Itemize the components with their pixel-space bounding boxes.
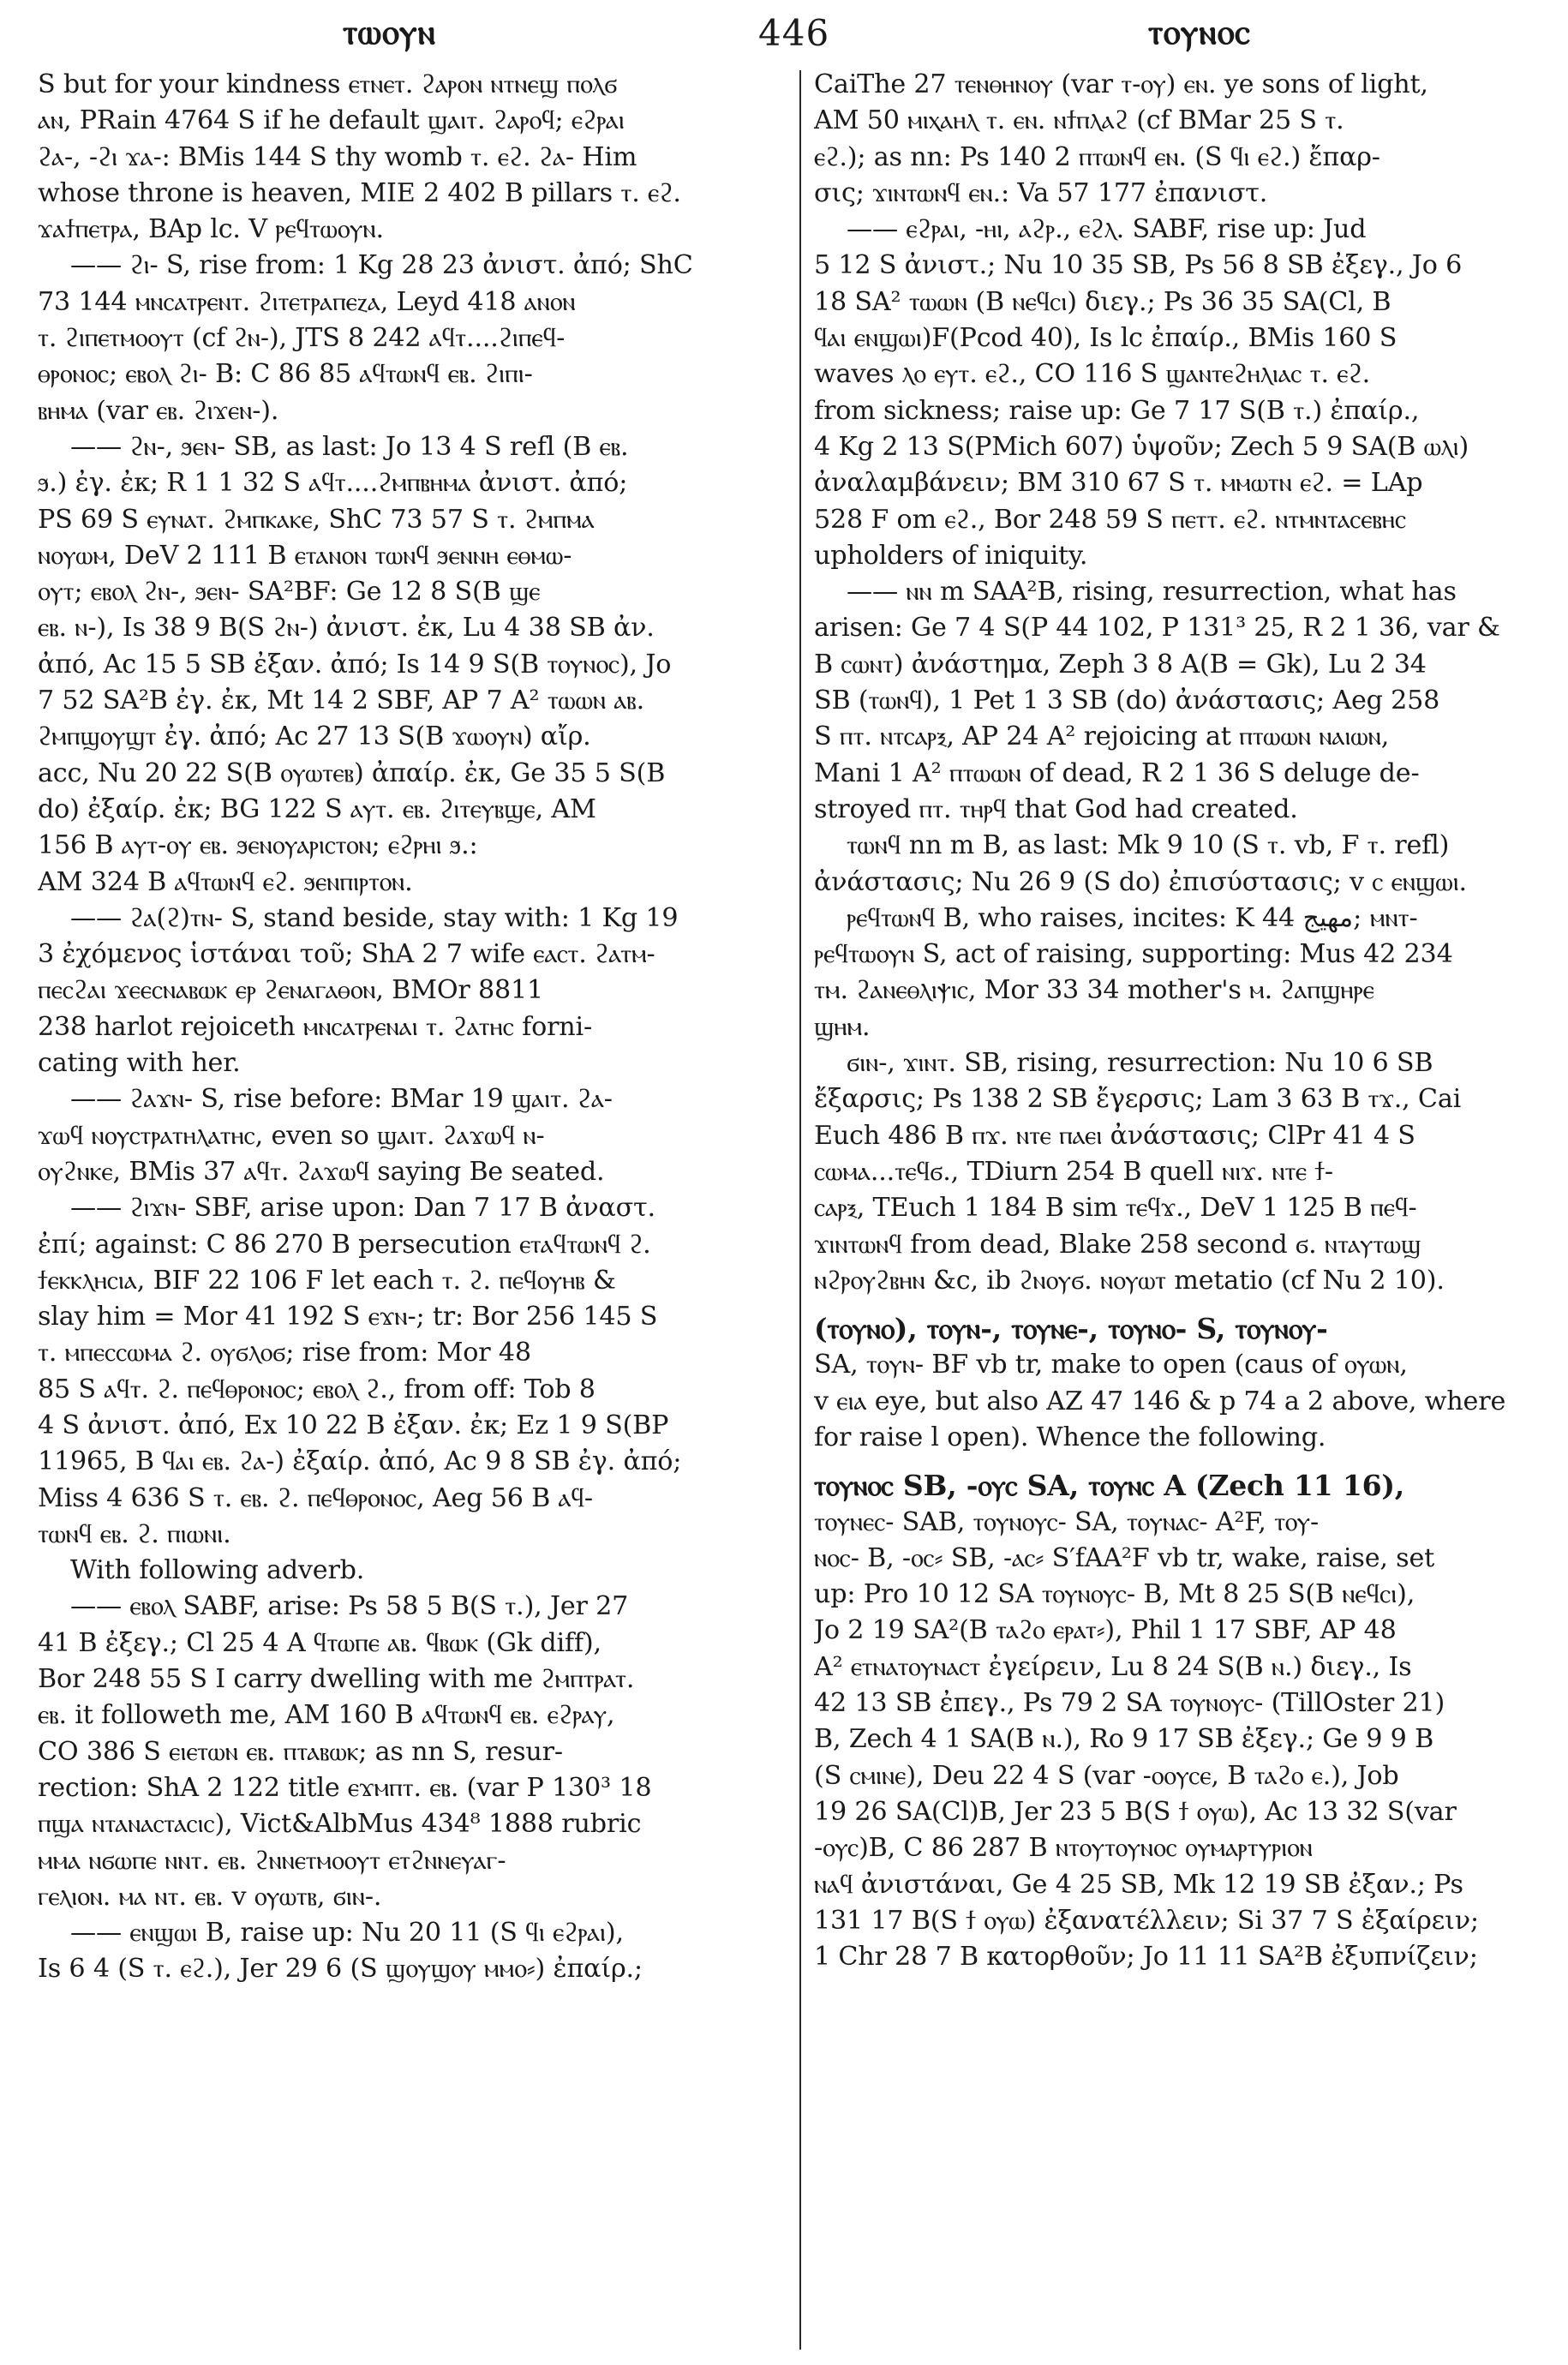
page-number: 446 xyxy=(758,12,830,54)
text-line: CaiThe 27 ⲧⲉⲛⲑⲏⲛⲟⲩ (var ⲧ-ⲟⲩ) ⲉⲛ. ye sons of light, xyxy=(814,69,1428,99)
text-line: PS 69 S ⲉⲩⲛⲁⲧ. ϩⲙⲡⲕⲁⲕⲉ, ShC 73 57 S ⲧ. ϩⲙⲡⲙⲁ xyxy=(38,504,595,535)
text-line: 131 17 B(S ϯ ⲟⲩⲱ) ἐξανατέλλειν; Si 37 7 S ἐξαίρειν; xyxy=(814,1905,1479,1936)
text-line: ⲛϩⲣⲟⲩϩⲃⲏⲛ &c, ib ϩⲛⲟⲩϭ. ⲛⲟⲩⲱⲧ metatio (cf Nu 2 10). xyxy=(814,1265,1445,1296)
text-line: ⲟⲩϩⲛⲕⲉ, BMis 37 ⲁϥⲧ. ϩⲁϫⲱϥ saying Be seated. xyxy=(38,1156,605,1187)
text-line: (ⲧⲟⲩⲛⲟ), ⲧⲟⲩⲛ-, ⲧⲟⲩⲛⲉ-, ⲧⲟⲩⲛⲟ- S, ⲧⲟⲩⲛⲟⲩ- xyxy=(814,1312,1328,1346)
text-line: ⲣⲉϥⲧⲱⲛϥ B, who raises, incites: K 44 ﻣﻬﻴﺞ; ⲙⲛⲧ- xyxy=(847,902,1418,933)
text-line: B, Zech 4 1 SA(B ⲛ.), Ro 9 17 SB ἐξεγ.; Ge 9 9 B xyxy=(814,1724,1434,1755)
header-right-headword: ⲧⲟⲩⲛⲟⲥ xyxy=(1148,12,1251,52)
text-line: SB (ⲧⲱⲛϥ), 1 Pet 1 3 SB (do) ἀνάστασις; Aeg 258 xyxy=(814,686,1440,716)
text-line: v ⲉⲓⲁ eye, but also AZ 47 146 & p 74 a 2 above, where xyxy=(814,1386,1506,1416)
text-line: ⲛⲁϥ ἀνιστάναι, Ge 4 25 SB, Mk 12 19 SB ἐξαν.; Ps xyxy=(814,1869,1463,1900)
text-line: ⲧⲙ. ϩⲁⲛⲉⲑⲗⲓⲯⲓⲥ, Mor 33 34 mother's ⲙ. ϩⲁⲡϣⲏⲣⲉ xyxy=(814,975,1374,1006)
text-line: stroyed ⲡⲧ. ⲧⲏⲣϥ that God had created. xyxy=(814,793,1298,824)
text-line: ⲧ. ϩⲓⲡⲉⲧⲙⲟⲟⲩⲧ (cf ϩⲛ-), JTS 8 242 ⲁϥⲧ....ϩⲓⲡⲉϥ- xyxy=(38,323,566,354)
text-line: 528 F om ⲉϩ., Bor 248 59 S ⲡⲉⲧⲧ. ⲉϩ. ⲛⲧⲙⲛⲧⲁⲥⲉⲃⲏⲥ xyxy=(814,504,1406,535)
text-line: ⲉⲃ. it followeth me, AM 160 B ⲁϥⲧⲱⲛϥ ⲉⲃ. ⲉϩⲣⲁⲩ, xyxy=(38,1700,615,1731)
text-line: ⲡϣⲁ ⲛⲧⲁⲛⲁⲥⲧⲁⲥⲓⲥ), Vict&AlbMus 434⁸ 1888 rubric xyxy=(38,1809,642,1840)
text-line: ἀνάστασις; Nu 26 9 (S do) ἐπισύστασις; v ⲥ ⲉⲛϣⲱⲓ. xyxy=(814,866,1467,897)
text-line: ἀναλαμβάνειν; BM 310 67 S ⲧ. ⲙⲙⲱⲧⲛ ⲉϩ. = LAp xyxy=(814,468,1423,499)
running-header xyxy=(34,12,1542,63)
text-line: 73 144 ⲙⲛⲥⲁⲧⲣⲉⲛⲧ. ϩⲓⲧⲉⲧⲣⲁⲡⲉⲍⲁ, Leyd 418 ⲁⲛⲟⲛ xyxy=(38,286,576,317)
text-line: cating with her. xyxy=(38,1048,241,1079)
text-line: Bor 248 55 S I carry dwelling with me ϩⲙⲡⲧⲣⲁⲧ. xyxy=(38,1664,635,1695)
header-left-headword: ⲧⲱⲟⲩⲛ xyxy=(343,12,436,52)
text-line: —— ϩⲓ- S, rise from: 1 Kg 28 23 ἀνιστ. ἀπό; ShC xyxy=(70,250,693,281)
text-line: 19 26 SA(Cl)B, Jer 23 5 B(S ϯ ⲟⲩⲱ), Ac 13 32 S(var xyxy=(814,1796,1457,1827)
text-line: whose throne is heaven, MIE 2 402 B pillars ⲧ. ⲉϩ. xyxy=(38,177,681,208)
text-line: ⲉϩ.); as nn: Ps 140 2 ⲡⲧⲱⲛϥ ⲉⲛ. (S ϥⲓ ⲉϩ.) ἔπαρ- xyxy=(814,141,1380,172)
text-line: S ⲡⲧ. ⲛⲧⲥⲁⲣⲝ, AP 24 A² rejoicing at ⲡⲧⲱⲱⲛ ⲛⲁⲓⲱⲛ, xyxy=(814,721,1390,752)
text-line: ⲧ. ⲙⲡⲉⲥⲥⲱⲙⲁ ϩ. ⲟⲩϭⲗⲟϭ; rise from: Mor 48 xyxy=(38,1338,531,1368)
text-line: AM 324 B ⲁϥⲧⲱⲛϥ ⲉϩ. ϧⲉⲛⲡⲓⲣⲧⲟⲛ. xyxy=(38,866,413,897)
text-line: B ⲥⲱⲛⲧ) ἀνάστημα, Zeph 3 8 A(B = Gk), Lu 2 34 xyxy=(814,649,1427,680)
text-line: ⲧⲱⲛϥ ⲉⲃ. ϩ. ⲡⲓⲱⲛⲓ. xyxy=(38,1518,231,1549)
text-line: ⲧⲱⲛϥ nn m B, as last: Mk 9 10 (S ⲧ. vb, F ⲧ. refl) xyxy=(847,830,1450,861)
text-line: (S ⲥⲙⲓⲛⲉ), Deu 22 4 S (var -ⲟⲟⲩⲥⲉ, B ⲧⲁϩⲟ ⲉ.), Job xyxy=(814,1760,1399,1791)
text-line: 42 13 SB ἐπεγ., Ps 79 2 SA ⲧⲟⲩⲛⲟⲩⲥ- (TillOster 21) xyxy=(814,1688,1445,1719)
text-line: for raise l open). Whence the following. xyxy=(814,1422,1326,1452)
text-line: With following adverb. xyxy=(70,1555,365,1586)
text-line: —— ⲉⲃⲟⲗ SABF, arise: Ps 58 5 B(S ⲧ.), Jer 27 xyxy=(70,1591,629,1622)
text-line: 4 Kg 2 13 S(PMich 607) ὑψοῦν; Zech 5 9 SA(B ⲱⲗⲓ) xyxy=(814,431,1469,462)
text-line: 238 harlot rejoiceth ⲙⲛⲥⲁⲧⲣⲉⲛⲁⲓ ⲧ. ϩⲁⲧⲏⲥ forni- xyxy=(38,1011,593,1042)
text-line: from sickness; raise up: Ge 7 17 S(B ⲧ.) ἐπαίρ., xyxy=(814,395,1420,426)
text-line: AM 50 ⲙⲓⲭⲁⲏⲗ ⲧ. ⲉⲛ. ⲛϯⲡⲗⲁϩ (cf BMar 25 S ⲧ. xyxy=(814,105,1344,136)
text-line: ϫⲓⲛⲧⲱⲛϥ from dead, Blake 258 second ϭ. ⲛⲧⲁⲩⲧⲱϣ xyxy=(814,1229,1421,1260)
column-divider xyxy=(799,70,801,2350)
text-line: -ⲟⲩⲥ)B, C 86 287 B ⲛⲧⲟⲩⲧⲟⲩⲛⲟⲥ ⲟⲩⲙⲁⲣⲧⲩⲣⲓⲟⲛ xyxy=(814,1833,1313,1864)
text-line: ⲛⲟⲥ- B, -ⲟⲥ⸗ SB, -ⲁⲥ⸗ S′fAA²F vb tr, wake, raise, set xyxy=(814,1542,1435,1573)
text-line: upholders of iniquity. xyxy=(814,540,1088,571)
text-line: ϣⲏⲙ. xyxy=(814,1011,871,1042)
right-column xyxy=(814,67,1551,2355)
text-line: ϯⲉⲕⲕⲗⲏⲥⲓⲁ, BIF 22 106 F let each ⲧ. ϩ. ⲡⲉϥⲟⲩⲏⲃ & xyxy=(38,1265,616,1296)
text-line: Miss 4 636 S ⲧ. ⲉⲃ. ϩ. ⲡⲉϥⲑⲣⲟⲛⲟⲥ, Aeg 56 B ⲁϥ- xyxy=(38,1482,593,1513)
left-column xyxy=(38,67,785,2355)
text-line: 4 S ἀνιστ. ἀπό, Ex 10 22 B ἐξαν. ἐκ; Ez 1 9 S(BP xyxy=(38,1410,669,1440)
text-line: slay him = Mor 41 192 S ⲉϫⲛ-; tr: Bor 256 145 S xyxy=(38,1302,658,1332)
text-line: ϩⲁ-, -ϩⲓ ϫⲁ-: BMis 144 S thy womb ⲧ. ⲉϩ. ϩⲁ- Him xyxy=(38,141,637,172)
text-line: σις; ϫⲓⲛⲧⲱⲛϥ ⲉⲛ.: Va 57 177 ἐπανιστ. xyxy=(814,177,1268,208)
text-line: 5 12 S ἀνιστ.; Nu 10 35 SB, Ps 56 8 SB ἐξεγ., Jo 6 xyxy=(814,250,1463,281)
text-line: CO 386 S ⲉⲓⲉⲧⲱⲛ ⲉⲃ. ⲡⲧⲁⲃⲱⲕ; as nn S, resur- xyxy=(38,1736,563,1767)
text-line: —— ϩⲛ-, ϧⲉⲛ- SB, as last: Jo 13 4 S refl (B ⲉⲃ. xyxy=(70,431,629,462)
text-line: arisen: Ge 7 4 S(P 44 102, P 131³ 25, R 2 1 36, var & xyxy=(814,613,1500,644)
text-line: 7 52 SA²B ἐγ. ἐκ, Mt 14 2 SBF, AP 7 A² ⲧⲱⲱⲛ ⲁⲃ. xyxy=(38,686,644,716)
text-line: ⲟⲩⲧ; ⲉⲃⲟⲗ ϩⲛ-, ϧⲉⲛ- SA²BF: Ge 12 8 S(B ϣⲉ xyxy=(38,577,541,608)
text-line: ⲡⲉⲥϩⲁⲓ ϫⲉⲉⲥⲛⲁⲃⲱⲕ ⲉⲣ ϩⲉⲛⲁⲅⲁⲑⲟⲛ, BMOr 8811 xyxy=(38,975,544,1006)
text-line: ⲥⲱⲙⲁ...ⲧⲉϥϭ., TDiurn 254 B quell ⲛⲓϫ. ⲛⲧⲉ ϯ- xyxy=(814,1156,1333,1187)
text-line: ἀπό, Ac 15 5 SB ἐξαν. ἀπό; Is 14 9 S(B ⲧⲟⲩⲛⲟⲥ), Jo xyxy=(38,649,672,680)
text-line: ⲙⲙⲁ ⲛϭⲱⲡⲉ ⲛⲛⲧ. ⲉⲃ. ϩⲛⲛⲉⲧⲙⲟⲟⲩⲧ ⲉⲧϩⲛⲛⲉⲩⲁⲅ- xyxy=(38,1845,506,1876)
text-line: 1 Chr 28 7 B κατορθοῦν; Jo 11 11 SA²B ἐξυπνίζειν; xyxy=(814,1942,1478,1973)
text-line: Jo 2 19 SA²(B ⲧⲁϩⲟ ⲉⲣⲁⲧ⸗), Phil 1 17 SBF, AP 48 xyxy=(814,1615,1397,1646)
text-line: ⲥⲁⲣⲝ, TEuch 1 184 B sim ⲧⲉϥϫ., DeV 1 125 B ⲡⲉϥ- xyxy=(814,1193,1417,1224)
text-line: 85 S ⲁϥⲧ. ϩ. ⲡⲉϥⲑⲣⲟⲛⲟⲥ; ⲉⲃⲟⲗ ϩ., from off: Tob 8 xyxy=(38,1374,595,1404)
text-line: ⲃⲏⲙⲁ (var ⲉⲃ. ϩⲓϫⲉⲛ-). xyxy=(38,395,279,426)
text-line: Is 6 4 (S ⲧ. ⲉϩ.), Jer 29 6 (S ϣⲟⲩϣⲟⲩ ⲙⲙⲟ⸗) ἐπαίρ.; xyxy=(38,1954,643,1985)
text-line: ⲧⲟⲩⲛⲉⲥ- SAB, ⲧⲟⲩⲛⲟⲩⲥ- SA, ⲧⲟⲩⲛⲁⲥ- A²F, ⲧⲟⲩ- xyxy=(814,1506,1320,1537)
text-line: S but for your kindness ⲉⲧⲛⲉⲧ. ϩⲁⲣⲟⲛ ⲛⲧⲛⲉϣ ⲡⲟⲗϭ xyxy=(38,69,618,99)
text-line: 156 B ⲁⲩⲧ-ⲟⲩ ⲉⲃ. ϧⲉⲛⲟⲩⲁⲣⲓⲥⲧⲟⲛ; ⲉϩⲣⲏⲓ ϧ.: xyxy=(38,830,478,861)
text-line: up: Pro 10 12 SA ⲧⲟⲩⲛⲟⲩⲥ- B, Mt 8 25 S(B ⲛⲉϥⲥⲓ), xyxy=(814,1579,1415,1610)
text-line: —— ⲛⲛ m SAA²B, rising, resurrection, what has xyxy=(847,577,1457,608)
text-line: ἔξαρσις; Ps 138 2 SB ἔγερσις; Lam 3 63 B ⲧϫ., Cai xyxy=(814,1084,1462,1115)
text-line: —— ϩⲁ(ϩ)ⲧⲛ- S, stand beside, stay with: 1 Kg 19 xyxy=(70,902,679,933)
text-line: 41 B ἐξεγ.; Cl 25 4 A ϥⲧⲱⲡⲉ ⲁⲃ. ϥⲃⲱⲕ (Gk diff), xyxy=(38,1627,601,1658)
text-line: ⲁⲛ, PRain 4764 S if he default ϣⲁⲓⲧ. ϩⲁⲣⲟϥ; ⲉϩⲣⲁⲓ xyxy=(38,105,625,136)
text-line: 11965, B ϥⲁⲓ ⲉⲃ. ϩⲁ-) ἐξαίρ. ἀπό, Ac 9 8 SB ἐγ. ἀπό; xyxy=(38,1446,682,1477)
text-line: ⲛⲟⲩⲱⲙ, DeV 2 111 B ⲉⲧⲁⲛⲟⲛ ⲧⲱⲛϥ ϧⲉⲛⲛⲏ ⲉⲑⲙⲱ- xyxy=(38,540,572,571)
text-line: Euch 486 B ⲡϫ. ⲛⲧⲉ ⲡⲁⲉⲓ ἀνάστασις; ClPr 41 4 S xyxy=(814,1120,1415,1151)
text-line: Mani 1 A² ⲡⲧⲱⲱⲛ of dead, R 2 1 36 S deluge de- xyxy=(814,757,1420,788)
text-line: —— ϩⲓϫⲛ- SBF, arise upon: Dan 7 17 B ἀναστ. xyxy=(70,1193,655,1224)
text-line: —— ⲉⲛϣⲱⲓ B, raise up: Nu 20 11 (S ϥⲓ ⲉϩⲣⲁⲓ), xyxy=(70,1918,624,1949)
text-line: ⲑⲣⲟⲛⲟⲥ; ⲉⲃⲟⲗ ϩⲓ- B: C 86 85 ⲁϥⲧⲱⲛϥ ⲉⲃ. ϩⲓⲡⲓ- xyxy=(38,359,533,390)
text-line: —— ⲉϩⲣⲁⲓ, -ⲏⲓ, ⲁϩⲣ., ⲉϩⲗ. SABF, rise up: Jud xyxy=(847,214,1367,245)
text-line: ϫⲱϥ ⲛⲟⲩⲥⲧⲣⲁⲧⲏⲗⲁⲧⲏⲥ, even so ϣⲁⲓⲧ. ϩⲁϫⲱϥ ⲛ- xyxy=(38,1120,545,1151)
text-line: acc, Nu 20 22 S(B ⲟⲩⲱⲧⲉⲃ) ἀπαίρ. ἐκ, Ge 35 5 S(B xyxy=(38,757,666,788)
text-line: rection: ShA 2 122 title ⲉϫⲙⲡⲧ. ⲉⲃ. (var P 130³ 18 xyxy=(38,1772,652,1803)
text-line: ⲅⲉⲗⲓⲟⲛ. ⲙⲁ ⲛⲧ. ⲉⲃ. v ⲟⲩⲱⲧⲃ, ϭⲓⲛ-. xyxy=(38,1881,382,1912)
text-line xyxy=(814,1299,1551,1311)
text-line: ϥⲁⲓ ⲉⲛϣⲱⲓ)F(Pcod 40), Is lc ἐπαίρ., BMis 160 S xyxy=(814,323,1397,354)
text-line: ϭⲓⲛ-, ϫⲓⲛⲧ. SB, rising, resurrection: Nu 10 6 SB xyxy=(847,1048,1433,1079)
text-line: do) ἐξαίρ. ἐκ; BG 122 S ⲁⲩⲧ. ⲉⲃ. ϩⲓⲧⲉⲩⲃϣⲉ, AM xyxy=(38,793,596,824)
text-line: A² ⲉⲧⲛⲁⲧⲟⲩⲛⲁⲥⲧ ἐγείρειν, Lu 8 24 S(B ⲛ.) διεγ., Is xyxy=(814,1651,1412,1682)
text-line: ϩⲙⲡϣⲟⲩϣⲧ ἐγ. ἀπό; Ac 27 13 S(B ϫⲱⲟⲩⲛ) αἴρ. xyxy=(38,721,591,752)
text-line: ἐπί; against: C 86 270 B persecution ⲉⲧⲁϥⲧⲱⲛϥ ϩ. xyxy=(38,1229,651,1260)
text-line: 18 SA² ⲧⲱⲱⲛ (B ⲛⲉϥⲥⲓ) διεγ.; Ps 36 35 SA(Cl, B xyxy=(814,286,1391,317)
text-line: waves ⲗⲟ ⲉⲩⲧ. ⲉϩ., CO 116 S ϣⲁⲛⲧⲉϩⲏⲗⲓⲁⲥ ⲧ. ⲉϩ. xyxy=(814,359,1371,390)
text-line: —— ϩⲁϫⲛ- S, rise before: BMar 19 ϣⲁⲓⲧ. ϩⲁ- xyxy=(70,1084,613,1115)
text-line: ⲧⲟⲩⲛⲟⲥ SB, -ⲟⲩⲥ SA, ⲧⲟⲩⲛⲥ A (Zech 11 16), xyxy=(814,1469,1405,1503)
text-line: ϧ.) ἐγ. ἐκ; R 1 1 32 S ⲁϥⲧ....ϩⲙⲡⲃⲏⲙⲁ ἀνιστ. ἀπό; xyxy=(38,468,628,499)
text-line: SA, ⲧⲟⲩⲛ- BF vb tr, make to open (caus of ⲟⲩⲱⲛ, xyxy=(814,1350,1408,1380)
text-line: ϫⲁϯⲡⲉⲧⲣⲁ, BAp lc. V ⲣⲉϥⲧⲱⲟⲩⲛ. xyxy=(38,214,384,245)
text-line: 3 ἐχόμενος ἱστάναι τοῦ; ShA 2 7 wife ⲉⲁⲥⲧ. ϩⲁⲧⲙ- xyxy=(38,939,655,970)
text-line xyxy=(814,1456,1551,1468)
text-line: ⲣⲉϥⲧⲱⲟⲩⲛ S, act of raising, supporting: Mus 42 234 xyxy=(814,939,1453,970)
text-line: ⲉⲃ. ⲛ-), Is 38 9 B(S ϩⲛ-) ἀνιστ. ἐκ, Lu 4 38 SB ἀν. xyxy=(38,613,655,644)
